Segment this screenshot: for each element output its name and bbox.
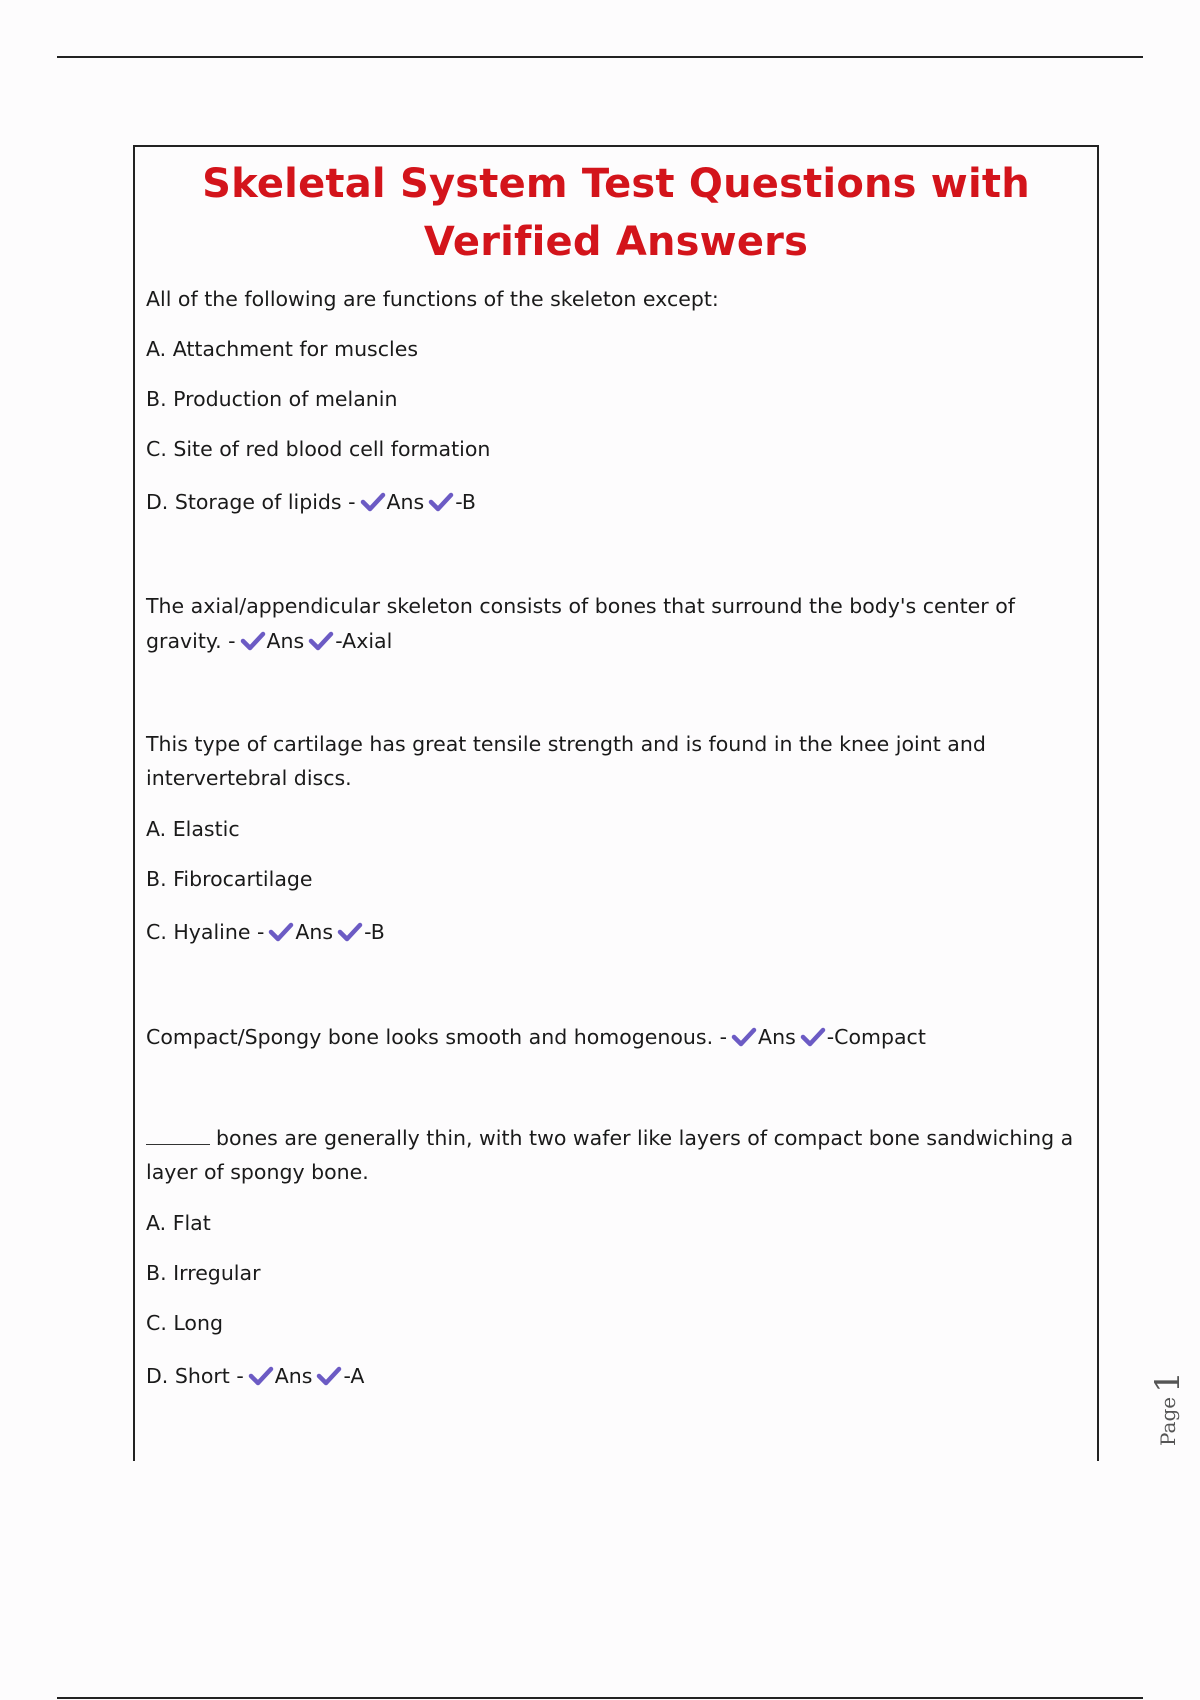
q5-question-line-2: layer of spongy bone.: [146, 1160, 369, 1184]
title-line-2: Verified Answers: [423, 219, 809, 265]
page-word: Page: [1156, 1396, 1180, 1446]
q5-option-d-answer: [146, 1359, 364, 1393]
check-icon: [316, 1365, 342, 1387]
q3-answer: -B: [364, 920, 385, 944]
fill-in-blank: [146, 1126, 210, 1145]
title-line-1: Skeletal System Test Questions with: [202, 161, 1030, 207]
q5-question-line-1-row: [146, 1121, 1073, 1155]
q5-option-c: C. Long: [146, 1311, 223, 1335]
document-frame: [133, 145, 1099, 1461]
q4-question-answer: [146, 1020, 926, 1054]
q4-ans-label: Ans: [758, 1025, 796, 1049]
q2-answer: -Axial: [335, 629, 393, 653]
q3-option-c-answer: [146, 915, 385, 949]
document-title: [135, 155, 1097, 271]
q5-ans-label: Ans: [274, 1364, 313, 1388]
q1-option-d-answer: [146, 485, 476, 519]
page-number: 1: [1148, 1371, 1188, 1393]
q3-option-c: C. Hyaline -: [146, 920, 265, 944]
q5-question-line-1: bones are generally thin, with two wafer like layers of compact bone sandwiching a: [216, 1126, 1074, 1150]
q4-question: Compact/Spongy bone looks smooth and homogenous. -: [146, 1025, 728, 1049]
q1-option-b: B. Production of melanin: [146, 387, 398, 411]
check-icon: [800, 1026, 826, 1048]
q1-ans-label: Ans: [386, 490, 425, 514]
check-icon: [248, 1365, 274, 1387]
q1-option-a: A. Attachment for muscles: [146, 337, 418, 361]
q3-option-a: A. Elastic: [146, 817, 240, 841]
q5-option-a: A. Flat: [146, 1211, 211, 1235]
check-icon: [428, 491, 454, 513]
check-icon: [731, 1026, 757, 1048]
q1-question: All of the following are functions of the skeleton except:: [146, 287, 719, 311]
check-icon: [268, 921, 294, 943]
q1-answer: -B: [455, 490, 476, 514]
check-icon: [308, 630, 334, 652]
q4-answer: -Compact: [826, 1025, 926, 1049]
q5-option-b: B. Irregular: [146, 1261, 261, 1285]
q1-option-c: C. Site of red blood cell formation: [146, 437, 491, 461]
q3-question-line-2: intervertebral discs.: [146, 766, 352, 790]
q5-option-d: D. Short -: [146, 1364, 244, 1388]
q2-question-line-2-answer: [146, 624, 392, 658]
q3-ans-label: Ans: [295, 920, 334, 944]
header-rule: [57, 56, 1143, 58]
q5-answer: -A: [343, 1364, 365, 1388]
q1-option-d: D. Storage of lipids -: [146, 490, 356, 514]
page-number-label: [1148, 1371, 1188, 1446]
q2-question-line-1: The axial/appendicular skeleton consists of bones that surround the body's center of: [146, 594, 1015, 618]
q3-question-line-1: This type of cartilage has great tensile strength and is found in the knee joint and: [146, 732, 986, 756]
check-icon: [240, 630, 266, 652]
footer-rule: [57, 1697, 1143, 1699]
check-icon: [337, 921, 363, 943]
check-icon: [360, 491, 386, 513]
q2-ans-label: Ans: [266, 629, 305, 653]
q3-option-b: B. Fibrocartilage: [146, 867, 313, 891]
q2-question-line-2: gravity. -: [146, 629, 236, 653]
